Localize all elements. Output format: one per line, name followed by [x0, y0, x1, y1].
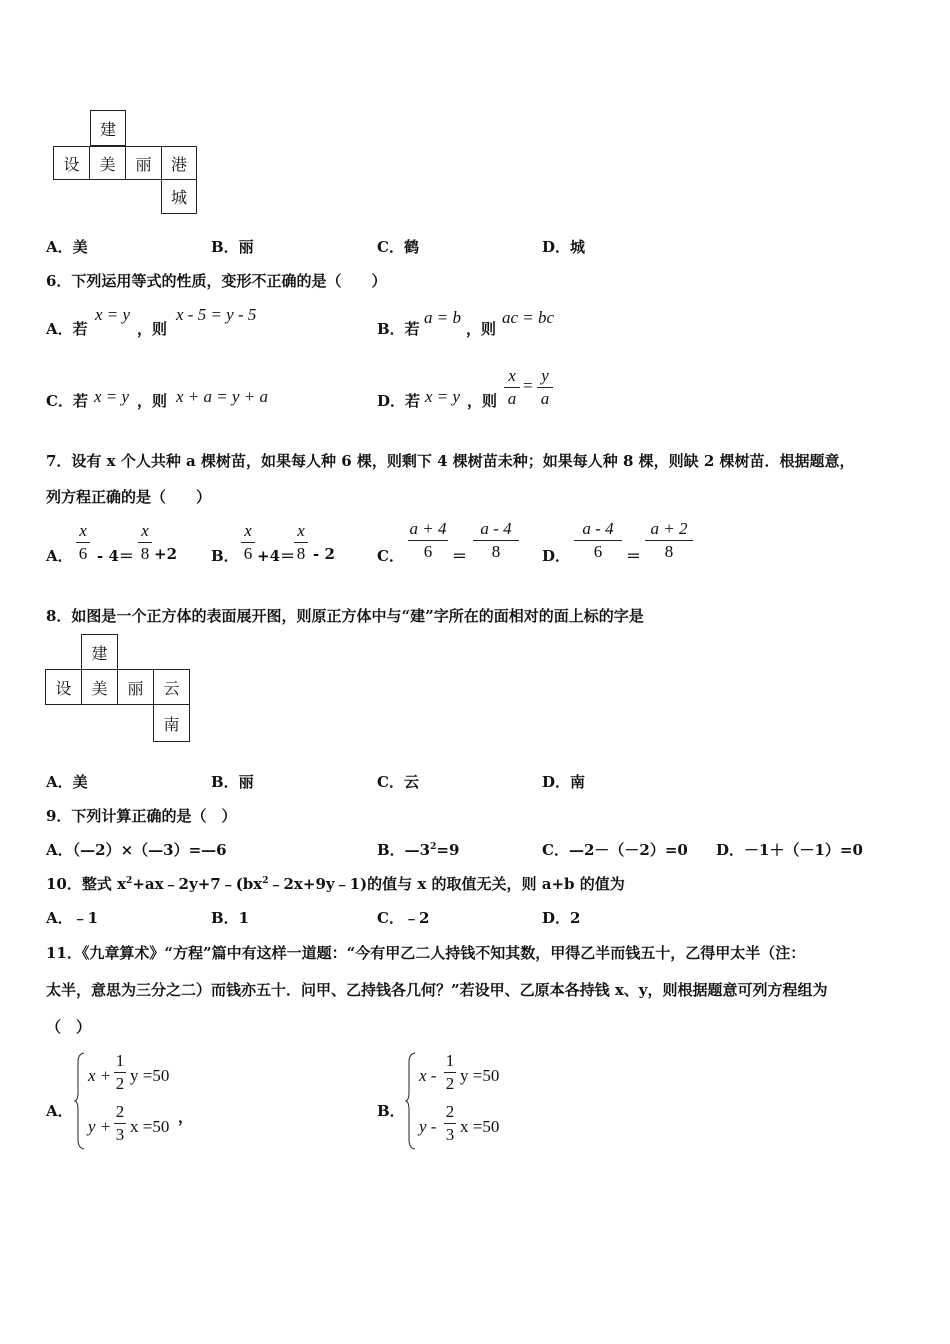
q5-option-b[interactable]: B．丽: [211, 238, 254, 256]
net-cell: 美: [89, 146, 126, 180]
q11-stem-line1: 11．《九章算术》“方程”篇中有这样一道题：“今有甲乙二人持钱不知其数，甲得乙半而钱五十，乙得甲太半（注：: [46, 944, 806, 962]
q11-stem-line3: （ ）: [46, 1018, 92, 1036]
net-cell: 云: [153, 669, 190, 705]
q10-stem: 10．整式 $x^2+ax﹣2y+7﹣(bx^2﹣2x+9y﹣1)$的值与 x 的取值无关，则 a+b 的值为: [46, 875, 625, 893]
q7-stem-line2: 列方程正确的是（ ）: [46, 488, 212, 506]
net-cell: 城: [161, 179, 197, 214]
q10-option-c[interactable]: C．﹣2: [377, 909, 430, 927]
q8-option-a[interactable]: A．美: [46, 773, 88, 791]
net-cell: 设: [53, 146, 90, 180]
net-cell: 丽: [125, 146, 162, 180]
q9-option-d[interactable]: D．－1＋（－1）=0: [716, 841, 863, 859]
q10-option-d[interactable]: D．2: [542, 909, 581, 927]
q11-stem-line2: 太半，意思为三分之二）而钱亦五十．问甲、乙持钱各几何？”若设甲、乙原本各持钱 x、y，则根据题意可列方程组为: [46, 981, 828, 999]
q5-option-d[interactable]: D．城: [542, 238, 586, 256]
left-brace-icon: [74, 1052, 86, 1150]
net-cell: 南: [153, 704, 190, 742]
q10-option-a[interactable]: A．﹣1: [46, 909, 99, 927]
net-cell: 丽: [117, 669, 154, 705]
q10-option-b[interactable]: B．1: [211, 909, 250, 927]
q6-stem: 6．下列运用等式的性质，变形不正确的是（ ）: [46, 272, 387, 290]
q5-option-c[interactable]: C．鹤: [377, 238, 419, 256]
q5-option-a[interactable]: A．美: [46, 238, 88, 256]
net-cell: 港: [161, 146, 197, 180]
left-brace-icon: [405, 1052, 417, 1150]
q8-option-b[interactable]: B．丽: [211, 773, 254, 791]
q7-stem-line1: 7．设有 x 个人共种 a 棵树苗，如果每人种 6 棵，则剩下 4 棵树苗未种；如果每人种 8 棵，则缺 2 棵树苗．根据题意，: [46, 452, 855, 470]
net-cell: 美: [81, 669, 118, 705]
q9-option-b[interactable]: B．$—3^2=9$: [377, 841, 460, 859]
q8-stem: 8．如图是一个正方体的表面展开图，则原正方体中与“建”字所在的面相对的面上标的字是: [46, 607, 644, 625]
q8-option-c[interactable]: C．云: [377, 773, 419, 791]
q9-option-a[interactable]: A．（—2）×（—3）=—6: [46, 841, 227, 859]
net-cell: 建: [90, 110, 126, 146]
q8-option-d[interactable]: D．南: [542, 773, 586, 791]
q9-stem: 9．下列计算正确的是（ ）: [46, 807, 237, 825]
net-cell: 建: [81, 634, 118, 670]
q9-option-c[interactable]: C．—2－（－2）=0: [542, 841, 688, 859]
net-cell: 设: [45, 669, 82, 705]
